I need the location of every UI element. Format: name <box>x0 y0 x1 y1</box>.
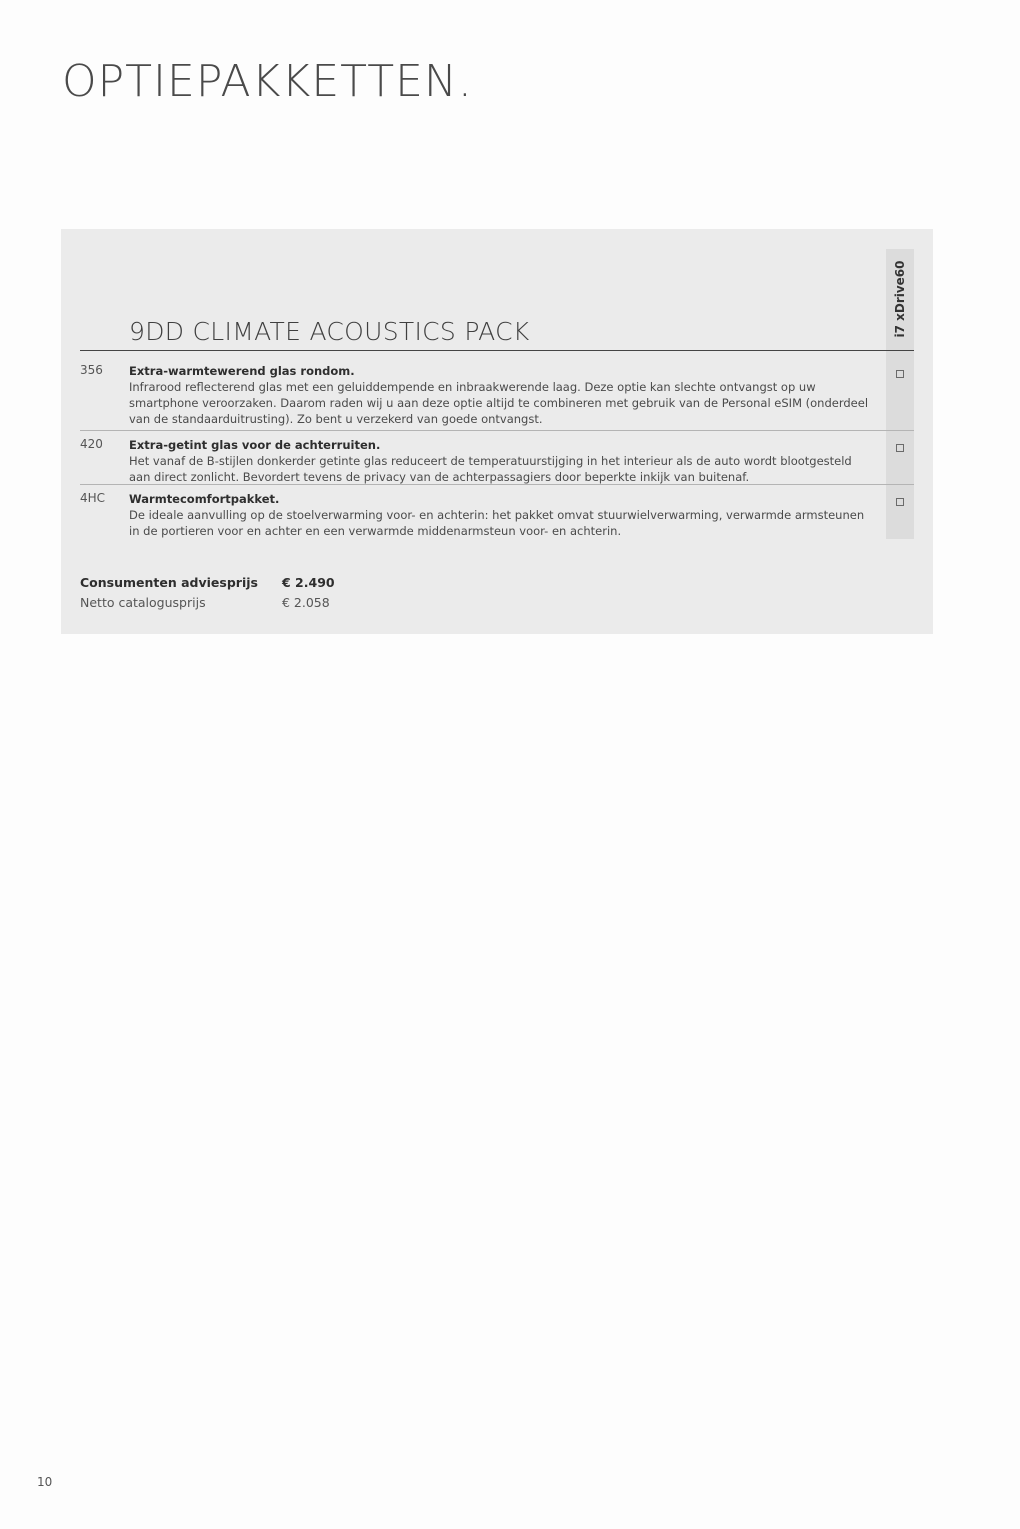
net-price-label: Netto catalogusprijs <box>80 595 206 610</box>
climate-acoustics-pack-panel <box>61 229 933 634</box>
page-title: OPTIEPAKKETTEN. <box>62 56 473 107</box>
option-description: De ideale aanvulling op de stoelverwarming voor- en achterin: het pakket omvat stuurwielverwarming, verwarmde armsteunen in de portieren voor en achter en een verwarmde middenarmsteun voor- en achterin. <box>129 508 865 538</box>
option-row <box>80 431 914 485</box>
option-text <box>129 437 869 485</box>
option-name: Extra-getint glas voor de achterruiten. <box>129 438 381 452</box>
net-price-value: € 2.058 <box>282 595 330 610</box>
option-text <box>129 491 869 539</box>
option-description: Het vanaf de B-stijlen donkerder getinte glas reduceert de temperatuurstijging in het interieur als de auto wordt blootgesteld aan direct zonlicht. Bevordert tevens de privacy van de achterpassagiers door beperkte inkijk van buitenaf. <box>129 454 852 484</box>
page-number: 10 <box>37 1475 53 1489</box>
option-name: Warmtecomfortpakket. <box>129 492 280 506</box>
option-code: 356 <box>80 363 103 377</box>
model-label: i7 xDrive60 <box>893 260 907 338</box>
option-description: Infrarood reflecterend glas met een geluiddempende en inbraakwerende laag. Deze optie kan slechte ontvangst op uw smartphone veroorzaken. Daarom raden wij u aan deze optie altijd te combineren met gebruik van de Personal eSIM (onderdeel van de standaarduitrusting). Zo bent u verzekerd van goede ontvangst. <box>129 380 869 426</box>
option-row <box>80 485 914 539</box>
consumer-price-value: € 2.490 <box>282 575 335 590</box>
optional-box-icon <box>896 444 904 452</box>
header-divider <box>80 350 914 351</box>
option-code: 4HC <box>80 491 106 505</box>
option-code: 420 <box>80 437 103 451</box>
option-name: Extra-warmtewerend glas rondom. <box>129 364 355 378</box>
optional-box-icon <box>896 370 904 378</box>
consumer-price-label: Consumenten adviesprijs <box>80 575 258 590</box>
pack-title: 9DD CLIMATE ACOUSTICS PACK <box>129 317 530 346</box>
option-row <box>80 357 914 431</box>
option-text <box>129 363 869 427</box>
model-column-header <box>886 249 914 349</box>
optional-box-icon <box>896 498 904 506</box>
